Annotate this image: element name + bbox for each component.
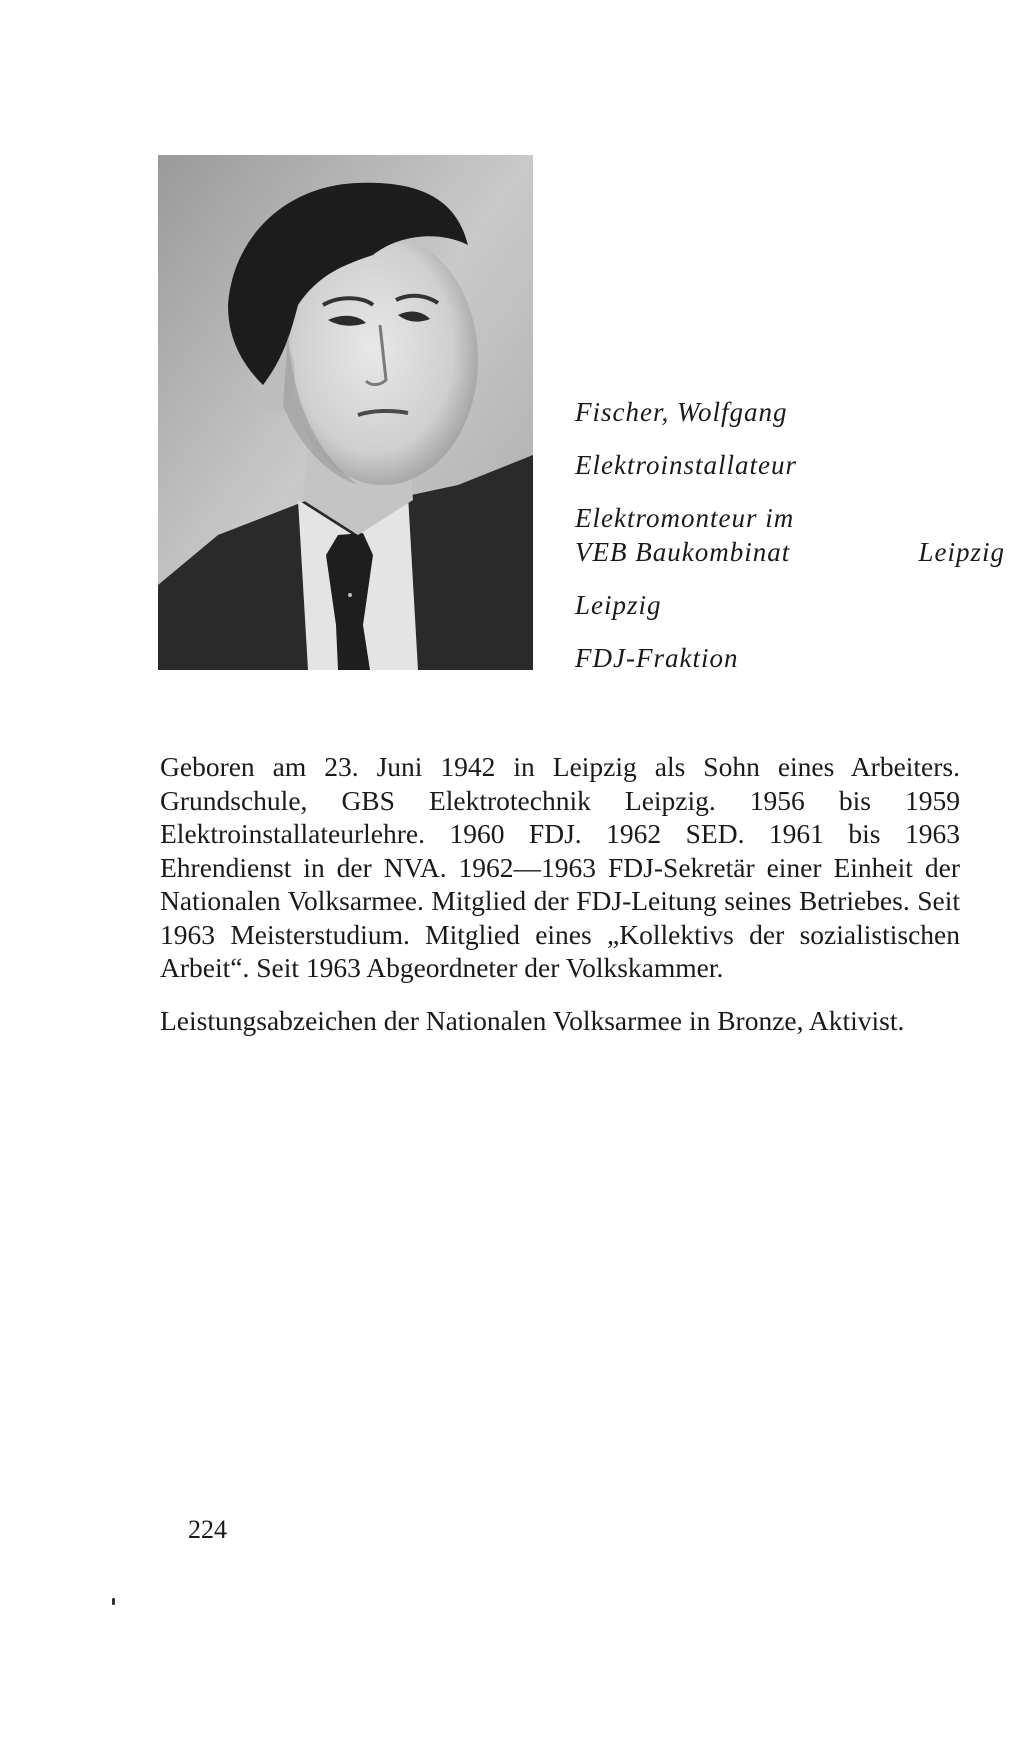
occupation-line-2 <box>575 535 1005 569</box>
member-name: Fischer, Wolfgang <box>575 397 788 427</box>
trained-profession: Elektroinstallateur <box>575 450 797 480</box>
biography-paragraph: Geboren am 23. Juni 1942 in Leipzig als Sohn eines Arbeiters. Grundschule, GBS Elektrotechnik Leipzig. 1956 bis 1959 Elektroinstallateurlehre. 1960 FDJ. 1962 SED. 1961 bis 1963 Ehrendienst in der NVA. 1962—1963 FDJ-Sekretär einer Einheit der Nationalen Volksarmee. Mitglied der FDJ-Leitung seines Betriebes. Seit 1963 Meisterstudium. Mitglied eines „Kollektivs der sozialistischen Arbeit“. Seit 1963 Abgeordneter der Volkskammer. <box>160 751 960 983</box>
faction: FDJ-Fraktion <box>575 643 739 673</box>
print-speck <box>112 1598 115 1605</box>
occupation-employer: VEB Baukombinat <box>575 537 791 567</box>
biography <box>160 750 960 1037</box>
portrait-photo <box>158 155 533 670</box>
member-details <box>575 395 1005 675</box>
page-number: 224 <box>188 1515 227 1544</box>
constituency: Leipzig <box>575 590 662 620</box>
occupation-city: Leipzig <box>918 537 1005 567</box>
occupation-line-1: Elektromonteur im <box>575 503 795 533</box>
awards-paragraph: Leistungsabzeichen der Nationalen Volksarmee in Bronze, Aktivist. <box>160 1004 905 1036</box>
